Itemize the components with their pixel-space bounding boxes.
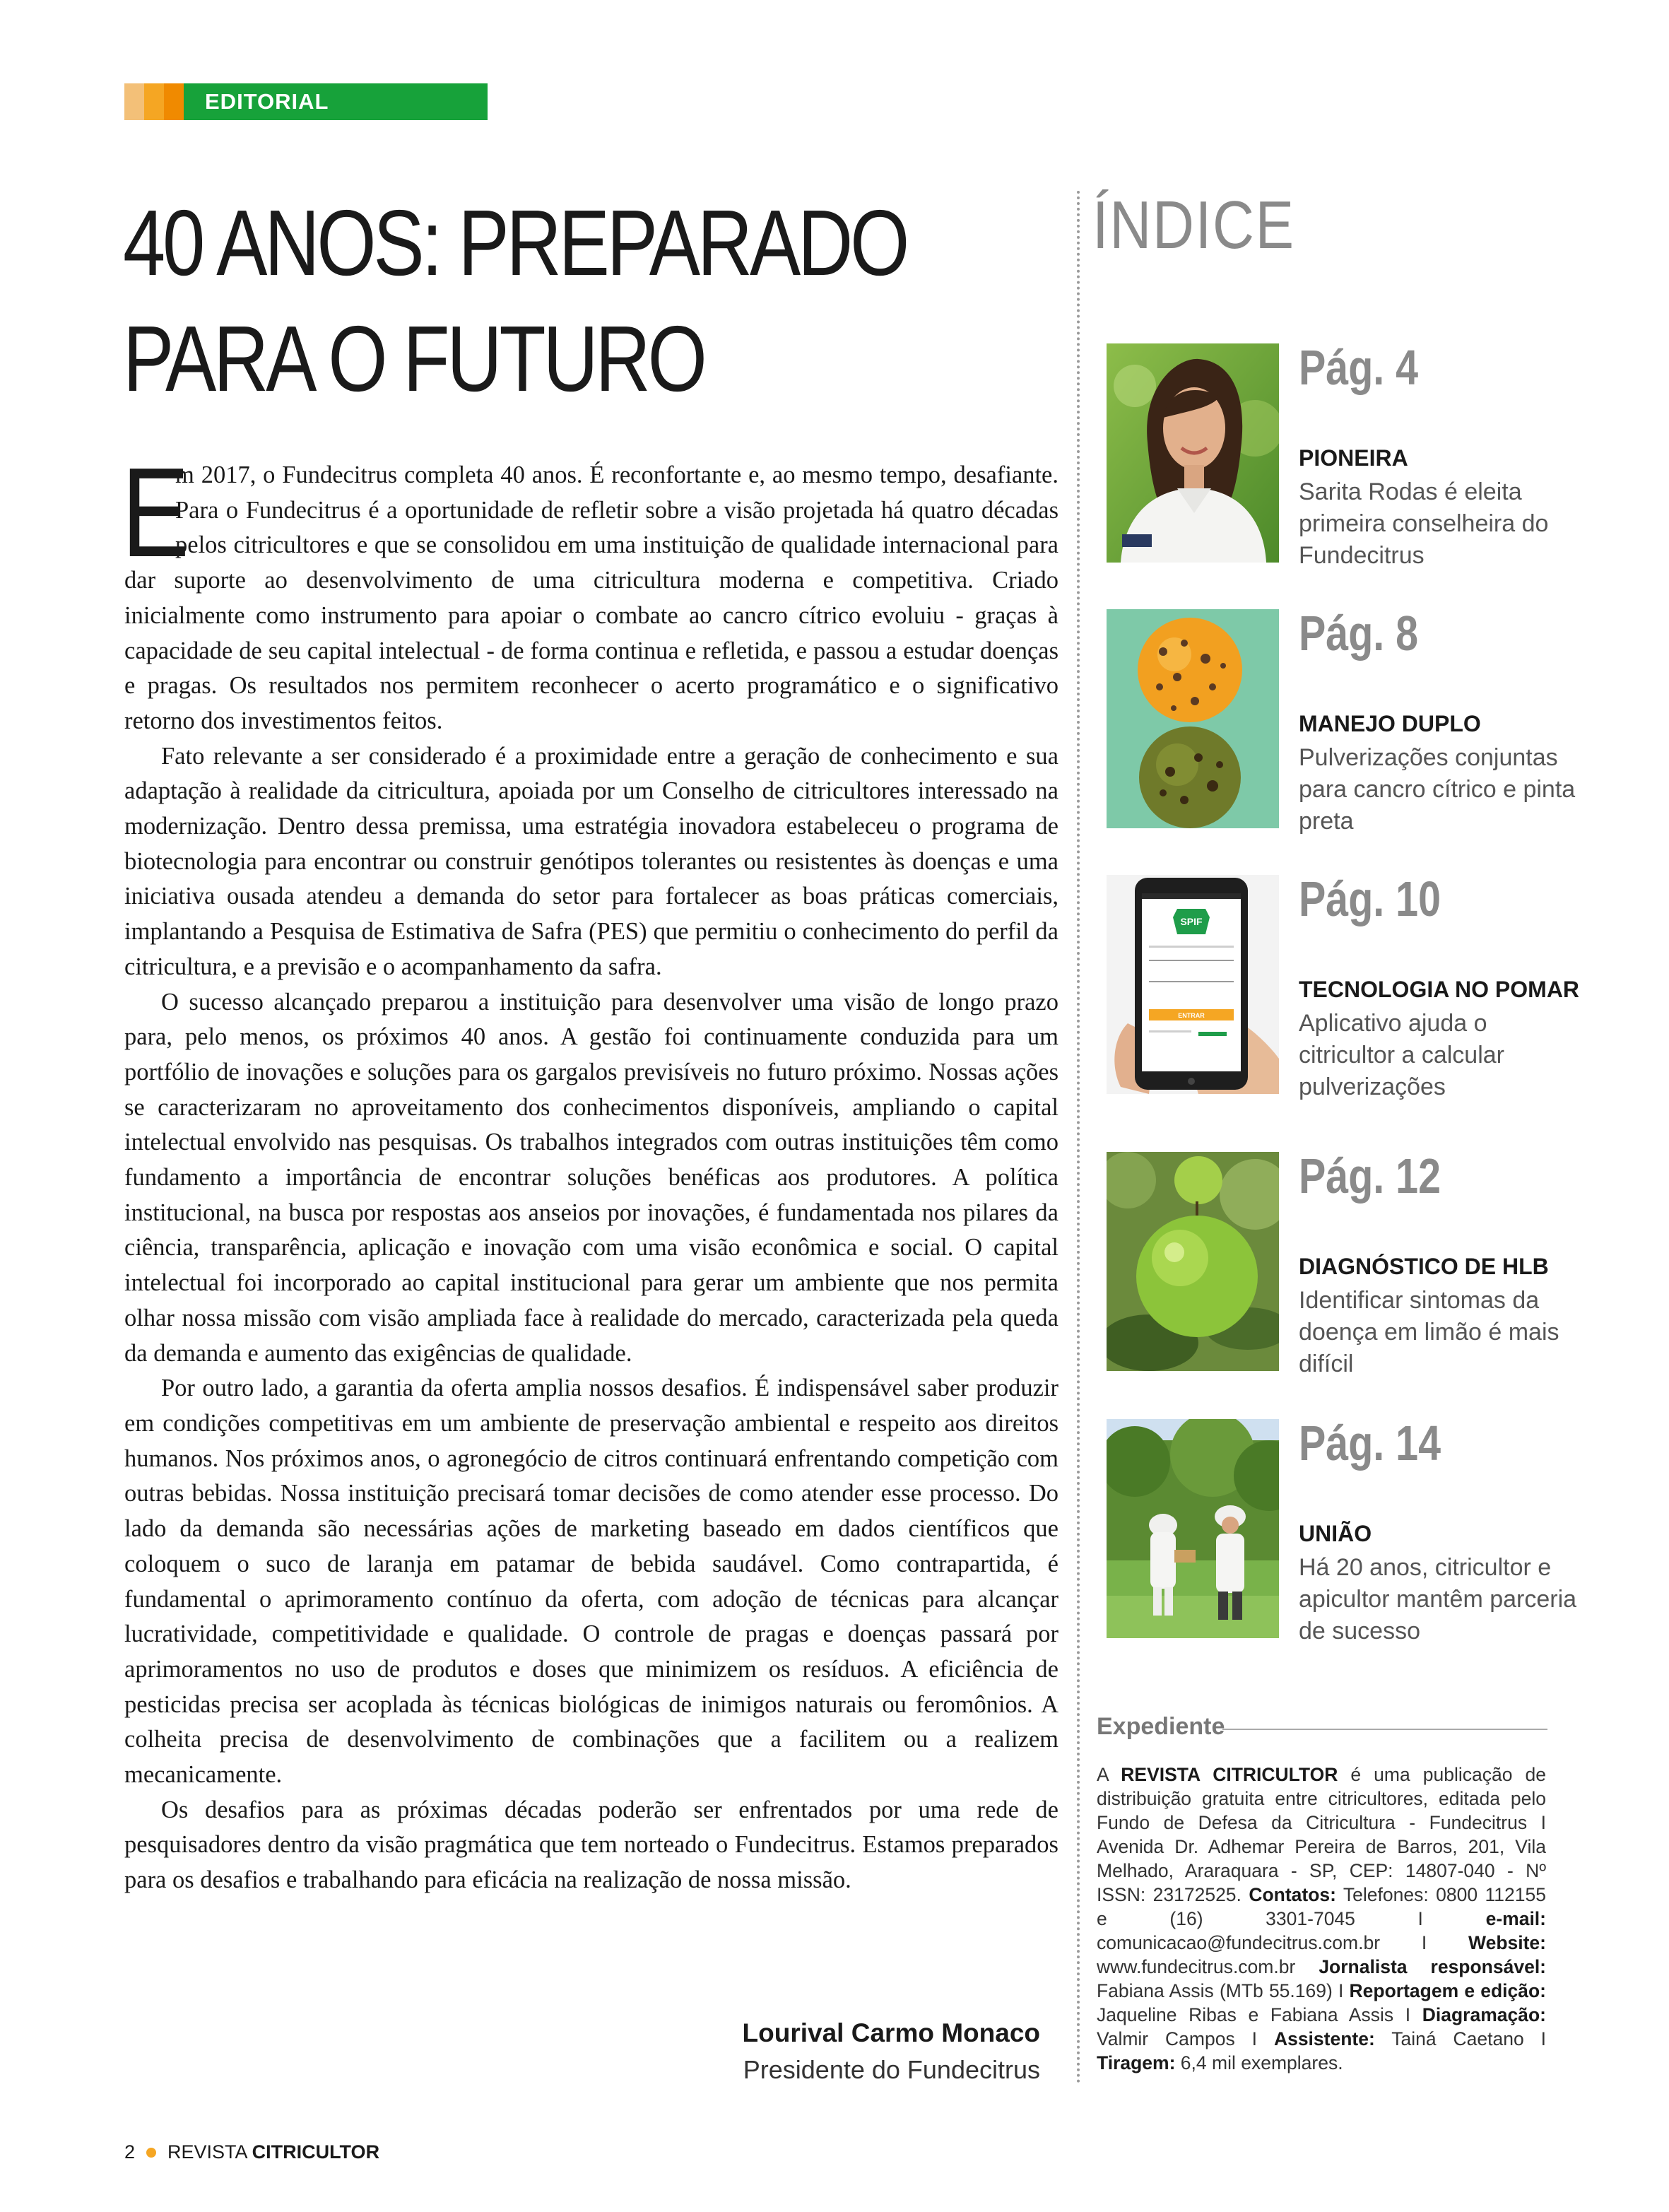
page-footer [124,2141,379,2163]
beekeepers-photo [1107,1419,1321,1638]
page-number: 2 [124,2141,136,2163]
index-item-2[interactable] [1107,606,1644,835]
index-item-5-description: Há 20 anos, citricultor e apicultor mantêm parceria de sucesso [1299,1554,1577,1645]
publication-prefix: REVISTA [167,2141,252,2163]
exp-bold-2: Contatos: [1249,1884,1336,1905]
article-paragraph-5: Os desafios para as próximas décadas poderão ser enfrentados por uma rede de pesquisadores dentro da visão pragmática que tem norteado o Fundecitrus. Estamos preparados para os desafios e trabalhando para eficácia na realização de nossa missão. [124,1796,1058,1894]
index-item-1-page: Pág. 4 [1299,340,1419,395]
phone-app-logo: SPIF [1180,916,1203,927]
index-item-2-page: Pág. 8 [1299,606,1419,661]
exp-text-4: comunicacao@fundecitrus.com.br I [1097,1932,1469,1953]
article-title [123,185,907,417]
exp-text-8: Valmir Campos I [1097,2028,1274,2049]
exp-text-9: Tainá Caetano I [1374,2028,1546,2049]
index-item-5-page: Pág. 14 [1299,1416,1441,1471]
index-item-2-heading: MANEJO DUPLO [1299,711,1481,736]
expediente-title: Expediente [1097,1713,1225,1740]
index-item-4-description: Identificar sintomas da doença em limão é mais difícil [1299,1287,1559,1377]
publication-name [167,2141,379,2163]
lime-photo [1107,1152,1321,1371]
exp-bold-7: Diagramação: [1422,2004,1546,2025]
article-paragraph-4: Por outro lado, a garantia da oferta amplia nossos desafios. É indispensável saber produzir em condições competitivas em um ambiente de preservação ambiental e respeito aos direitos humanos. Nos próximos anos, o agronegócio de citros continuará enfrentando competição com outras bebidas. Nossa instituição precisará tomar decisões de como atender esse processo. Do lado da demanda são necessárias ações de marketing baseado em dados científicos que coloquem o suco de laranja em patamar de bebida saudável. Como contrapartida, é fundamental o aprimoramento contínuo da oferta, com adoção de técnicas para alcançar lucratividade, competitividade e qualidade. O controle de pragas e doenças passará por aprimoramentos no uso de produtos e doses que minimizem os resíduos. A eficiência de pesticidas precisa ser acoplada às técnicas biológicas de inimigos naturais ou feromônios. A colheita precisa de desenvolvimento de combinações que a facilitem ou a realizem mecanicamente. [124,1375,1058,1789]
smartphone-app-photo [1107,875,1321,1094]
tag-stripe-mid [144,83,164,120]
index-item-5[interactable] [1107,1416,1644,1645]
article-paragraph-1 [122,442,1058,739]
section-tag-label: EDITORIAL [184,83,488,120]
index-item-3-heading: TECNOLOGIA NO POMAR [1299,977,1580,1002]
expediente-text [1097,1763,1546,2075]
index-item-5-heading: UNIÃO [1299,1521,1372,1546]
exp-bold-4: Website: [1468,1932,1546,1953]
signature [743,2014,1040,2088]
index-item-4-heading: DIAGNÓSTICO DE HLB [1299,1254,1549,1279]
bullet-dot-icon [146,2148,156,2158]
index-item-1-description: Sarita Rodas é eleita primeira conselheira do Fundecitrus [1299,478,1549,569]
spotted-citrus-photo [1107,609,1321,828]
exp-text-2: é uma publicação de distribuição gratuita entre citricultores, editada pelo Fundo de Defesa da Citricultura - Fundecitrus I Avenida Dr. Adhemar Pereira de Barros, 201, Vila Melhado, Araraquara - SP, CEP: 14807-040 - Nº ISSN: 23172525. [1097,1764,1547,1905]
exp-bold-3: e-mail: [1485,1908,1546,1929]
expediente-rule [1222,1729,1547,1730]
title-line-2: PARA O FUTURO [123,307,704,411]
exp-bold-5: Jornalista responsável: [1319,1956,1547,1977]
exp-bold-1: REVISTA CITRICULTOR [1121,1764,1338,1785]
tag-stripe-light [124,83,144,120]
publication-name-bold: CITRICULTOR [252,2141,380,2163]
index-item-3-page: Pág. 10 [1299,871,1441,926]
article-body [122,442,1058,1898]
phone-enter-button-label: ENTRAR [1178,1012,1205,1019]
section-tag [124,83,488,120]
exp-bold-6: Reportagem e edição: [1349,1980,1546,2001]
exp-bold-8: Assistente: [1273,2028,1375,2049]
index-item-4[interactable] [1107,1148,1644,1378]
index-item-2-description: Pulverizações conjuntas para cancro cítrico e pinta preta [1299,744,1576,835]
exp-text-7: Jaqueline Ribas e Fabiana Assis I [1097,2004,1422,2025]
index-title: ÍNDICE [1092,187,1295,263]
drop-cap: E [122,442,190,584]
portrait-photo [1107,343,1321,563]
author-name: Lourival Carmo Monaco [742,2018,1040,2047]
exp-text-10: 6,4 mil exemplares. [1175,2052,1343,2073]
index-item-1-heading: PIONEIRA [1299,445,1408,471]
index-item-3-description: Aplicativo ajuda o citricultor a calcular pulverizações [1299,1010,1504,1100]
article-paragraph-2: Fato relevante a ser considerado é a proximidade entre a geração de conhecimento e sua adaptação à realidade da citricultura, apoiada por um Conselho de citricultores interessado na modernização. Dentro dessa premissa, uma estratégia inovadora estabeleceu o programa de biotecnologia para encontrar ou construir genótipos tolerantes ou resistentes às doenças e uma iniciativa ousada atendeu a demanda do setor para fortalecer as boas práticas comerciais, implantando a Pesquisa de Estimativa de Safra (PES) que permitiu o conhecimento do perfil da citricultura, e a previsão e o acompanhamento da safra. [124,742,1058,980]
author-role: Presidente do Fundecitrus [743,2055,1040,2084]
sidebar-divider [1077,191,1080,2085]
exp-bold-9: Tiragem: [1097,2052,1176,2073]
article-paragraph-3: O sucesso alcançado preparou a instituição para desenvolver uma visão de longo prazo para, pelo menos, os próximos 40 anos. A gestão foi continuamente conduzida para um portfólio de inovações e soluções para os gargalos previsíveis no futuro próximo. Nossas ações se caracterizaram no aproveitamento dos conhecimentos disponíveis, ampliando o capital intelectual envolvido nas pesquisas. Os trabalhos integrados com outras instituições têm como fundamento a importância de encontrar soluções benéficas aos produtores. A política institucional, na busca por respostas aos anseios por inovações, é fundamentada nos pilares da ciência, transparência, aplicação e inovação com uma visão econômica e social. O capital intelectual foi incorporado ao capital institucional para gerar um ambiente que nos permita olhar nossa missão com visão ampliada face à realidade do mercado, caracterizada pela queda da demanda e aumento das exigências de qualidade. [124,988,1058,1367]
index-item-1[interactable] [1107,340,1644,570]
tag-stripe-dark [164,83,184,120]
index-item-4-page: Pág. 12 [1299,1148,1441,1204]
paragraph-1-text: m 2017, o Fundecitrus completa 40 anos. É reconfortante e, ao mesmo tempo, desafiante. Para o Fundecitrus é a oportunidade de refletir sobre a visão projetada há quatro décadas pelos citricultores e que se consolidou em uma instituição de qualidade internacional para dar suporte ao desenvolvimento de uma citricultura moderna e competitiva. Criado inicialmente como instrumento para apoiar o combate ao cancro cítrico evoluiu - graças à capacidade de seu capital intelectual - de forma continua e refletida, e passou a estudar doenças e pragas. Os resultados nos permitem reconhecer o acerto programático e o significativo retorno dos investimentos feitos. [124,461,1058,734]
index-item-3[interactable] [1107,871,1644,1101]
exp-text-1: A [1097,1764,1121,1785]
exp-text-6: Fabiana Assis (MTb 55.169) I [1097,1980,1350,2001]
title-line-1: 40 ANOS: PREPARADO [123,191,907,295]
exp-text-5: www.fundecitrus.com.br [1097,1956,1319,1977]
exp-text-3: Telefones: 0800 112155 e (16) 3301-7045 I [1097,1884,1546,1929]
